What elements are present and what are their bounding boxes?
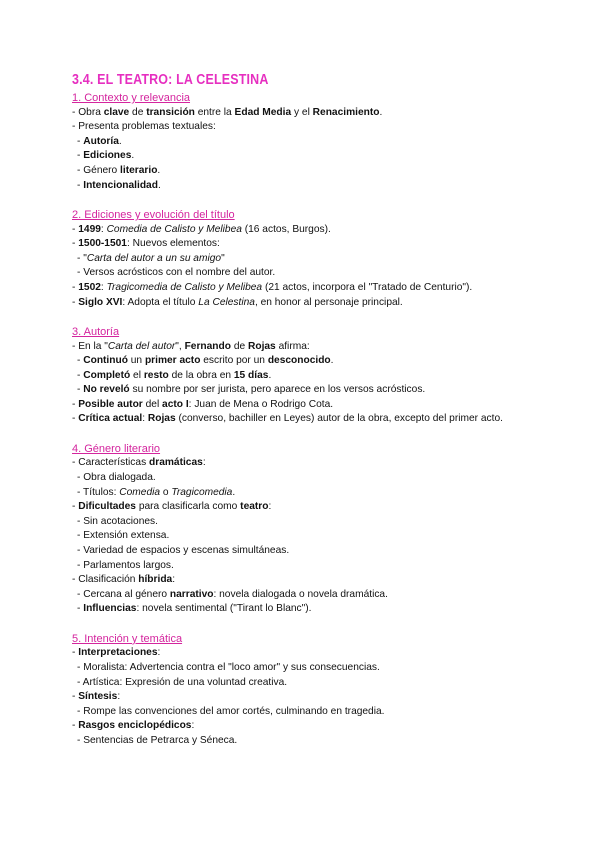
text: su nombre por ser jurista, pero aparece en los versos acrósticos. (129, 384, 426, 396)
document-title: 3.4. EL TEATRO: LA CELESTINA (72, 72, 269, 88)
bold-text: transición (146, 106, 195, 118)
sub-list-item (72, 529, 532, 544)
list-item (72, 398, 532, 413)
text: - Variedad de espacios y escenas simultáneas. (77, 545, 290, 557)
bold-text: 15 días (233, 369, 269, 381)
list-item (72, 237, 532, 252)
text: - Versos acrósticos con el nombre del autor. (77, 267, 276, 279)
text: : Juan de Mena o Rodrigo Cota. (188, 398, 334, 410)
italic-text: Tragicomedia de Calisto y Melibea (106, 281, 263, 293)
sub-list-item (72, 544, 532, 559)
bold-text: resto (143, 369, 169, 381)
text: - (77, 179, 84, 191)
text: - (72, 223, 79, 235)
bold-text: Crítica actual (78, 413, 143, 425)
document-page (72, 72, 532, 763)
text: el (130, 369, 144, 381)
section-4 (72, 442, 532, 617)
text: - Clasificación (72, 574, 139, 586)
section-2 (72, 208, 532, 310)
text: - (77, 603, 84, 615)
list-item (72, 456, 532, 471)
text: (21 actos, incorpora el "Tratado de Centurio"). (262, 281, 473, 293)
sub-list-item (72, 486, 532, 501)
text: - (72, 720, 79, 732)
sub-list-item (72, 266, 532, 281)
text: escrito por un (200, 355, 268, 367)
sub-list-item (72, 135, 532, 150)
italic-text: La Celestina (198, 296, 255, 308)
bold-text: Intencionalidad (83, 179, 158, 191)
text: " (221, 252, 225, 264)
text: afirma: (275, 340, 310, 352)
sub-list-item (72, 149, 532, 164)
sub-list-item (72, 705, 532, 720)
text: - (77, 369, 84, 381)
bold-text: Rojas (247, 340, 276, 352)
sub-list-item (72, 588, 532, 603)
italic-text: Comedia de Calisto y Melibea (106, 223, 242, 235)
section-1 (72, 91, 532, 193)
text: : novela dialogada o novela dramática. (213, 588, 388, 600)
text: - Títulos: (77, 486, 120, 498)
list-item (72, 412, 532, 427)
text: (16 actos, Burgos). (241, 223, 331, 235)
text: - Rompe las convenciones del amor cortés, culminando en tragedia. (77, 705, 385, 717)
document-sections (72, 91, 532, 749)
sub-list-item (72, 252, 532, 267)
text: - (77, 150, 84, 162)
text: - Parlamentos largos. (77, 559, 174, 571)
list-item (72, 223, 532, 238)
bold-text: Rasgos enciclopédicos (78, 720, 192, 732)
text: - Obra dialogada. (77, 472, 156, 484)
text: o (160, 486, 172, 498)
text: - Presenta problemas textuales: (72, 121, 216, 133)
section-heading: 1. Contexto y relevancia (72, 92, 191, 104)
bold-text: Fernando (184, 340, 231, 352)
bold-text: Autoría (83, 135, 119, 147)
italic-text: Carta del autor (107, 340, 176, 352)
text: - (72, 691, 79, 703)
bold-text: Siglo XVI (78, 296, 123, 308)
italic-text: Comedia (119, 486, 161, 498)
list-item (72, 281, 532, 296)
text: del (142, 398, 163, 410)
text: - (72, 413, 79, 425)
sub-list-item (72, 179, 532, 194)
bold-text: clave (103, 106, 130, 118)
text: , en honor al personaje principal. (254, 296, 403, 308)
text: : (100, 223, 107, 235)
bold-text: Ediciones (83, 150, 132, 162)
sub-list-item (72, 602, 532, 617)
bold-text: dramáticas (149, 457, 203, 469)
text: . (157, 164, 161, 176)
section-3 (72, 325, 532, 427)
text: de (230, 340, 248, 352)
text: ", (175, 340, 185, 352)
sub-list-item (72, 164, 532, 179)
text: : (268, 501, 272, 513)
text: : (142, 413, 148, 425)
text: - (77, 355, 84, 367)
bold-text: No reveló (83, 384, 130, 396)
text: - En la " (72, 340, 108, 352)
text: - Sentencias de Petrarca y Séneca. (77, 734, 238, 746)
list-item (72, 106, 532, 121)
text: - (72, 501, 79, 513)
text: de (129, 106, 147, 118)
text: - (77, 135, 84, 147)
bold-text: Interpretaciones (78, 647, 158, 659)
bold-text: Síntesis (78, 691, 118, 703)
text: (converso, bachiller en Leyes) autor de la obra, excepto del primer acto. (175, 413, 503, 425)
bold-text: híbrida (138, 574, 173, 586)
text: . (118, 135, 122, 147)
text: : (157, 647, 161, 659)
text: - Sin acotaciones. (77, 515, 158, 527)
text: : novela sentimental ("Tirant lo Blanc"). (136, 603, 312, 615)
italic-text: Tragicomedia (171, 486, 233, 498)
text: de la obra en (168, 369, 234, 381)
text: - Obra (72, 106, 104, 118)
list-item (72, 340, 532, 355)
text: - (72, 398, 79, 410)
section-heading: 4. Género literario (72, 442, 161, 455)
bold-text: Rojas (147, 413, 176, 425)
sub-list-item (72, 369, 532, 384)
list-item (72, 120, 532, 135)
text: : Nuevos elementos: (126, 238, 220, 250)
bold-text: Influencias (83, 603, 137, 615)
text: - " (77, 252, 87, 264)
sub-list-item (72, 354, 532, 369)
list-item (72, 690, 532, 705)
text: . (330, 355, 334, 367)
text: . (268, 369, 272, 381)
sub-list-item (72, 559, 532, 574)
list-item (72, 719, 532, 734)
text: - Cercana al género (77, 588, 170, 600)
bold-text: 1500-1501 (78, 238, 127, 250)
text: . (379, 106, 383, 118)
sub-list-item (72, 734, 532, 749)
text: un (127, 355, 145, 367)
text: . (157, 179, 161, 191)
section-heading: 3. Autoría (72, 325, 120, 338)
text: - (72, 281, 79, 293)
text: - (77, 384, 84, 396)
bold-text: Completó (83, 369, 131, 381)
text: - Moralista: Advertencia contra el "loco amor" y sus consecuencias. (77, 661, 380, 673)
list-item (72, 500, 532, 515)
section-heading: 2. Ediciones y evolución del título (72, 208, 235, 221)
list-item (72, 296, 532, 311)
italic-text: Carta del autor a un su amigo (86, 252, 222, 264)
bold-text: 1502 (78, 281, 101, 293)
text: - Artística: Expresión de una voluntad creativa. (77, 676, 288, 688)
list-item (72, 573, 532, 588)
sub-list-item (72, 383, 532, 398)
bold-text: Renacimiento (312, 106, 380, 118)
text: - (72, 296, 79, 308)
section-heading: 5. Intención y temática (72, 632, 183, 645)
text: para clasificarla como (135, 501, 241, 513)
sub-list-item (72, 676, 532, 691)
section-5 (72, 632, 532, 749)
list-item (72, 646, 532, 661)
text: - (72, 647, 79, 659)
text: : (100, 281, 107, 293)
bold-text: desconocido (267, 355, 331, 367)
bold-text: 1499 (78, 223, 101, 235)
sub-list-item (72, 515, 532, 530)
text: . (131, 150, 135, 162)
text: : (172, 574, 176, 586)
text: : Adopta el título (122, 296, 199, 308)
bold-text: Edad Media (234, 106, 292, 118)
text: - Características (72, 457, 149, 469)
bold-text: Dificultades (78, 501, 136, 513)
bold-text: teatro (240, 501, 269, 513)
sub-list-item (72, 661, 532, 676)
bold-text: acto I (162, 398, 189, 410)
text: y el (291, 106, 313, 118)
text: - (72, 238, 79, 250)
bold-text: primer acto (144, 355, 201, 367)
text: : (117, 691, 121, 703)
bold-text: Posible autor (78, 398, 143, 410)
text: . (232, 486, 236, 498)
sub-list-item (72, 471, 532, 486)
text: : (191, 720, 195, 732)
text: - Género (77, 164, 121, 176)
text: : (202, 457, 206, 469)
bold-text: narrativo (169, 588, 214, 600)
bold-text: literario (120, 164, 158, 176)
text: entre la (194, 106, 235, 118)
bold-text: Continuó (83, 355, 128, 367)
text: - Extensión extensa. (77, 530, 170, 542)
